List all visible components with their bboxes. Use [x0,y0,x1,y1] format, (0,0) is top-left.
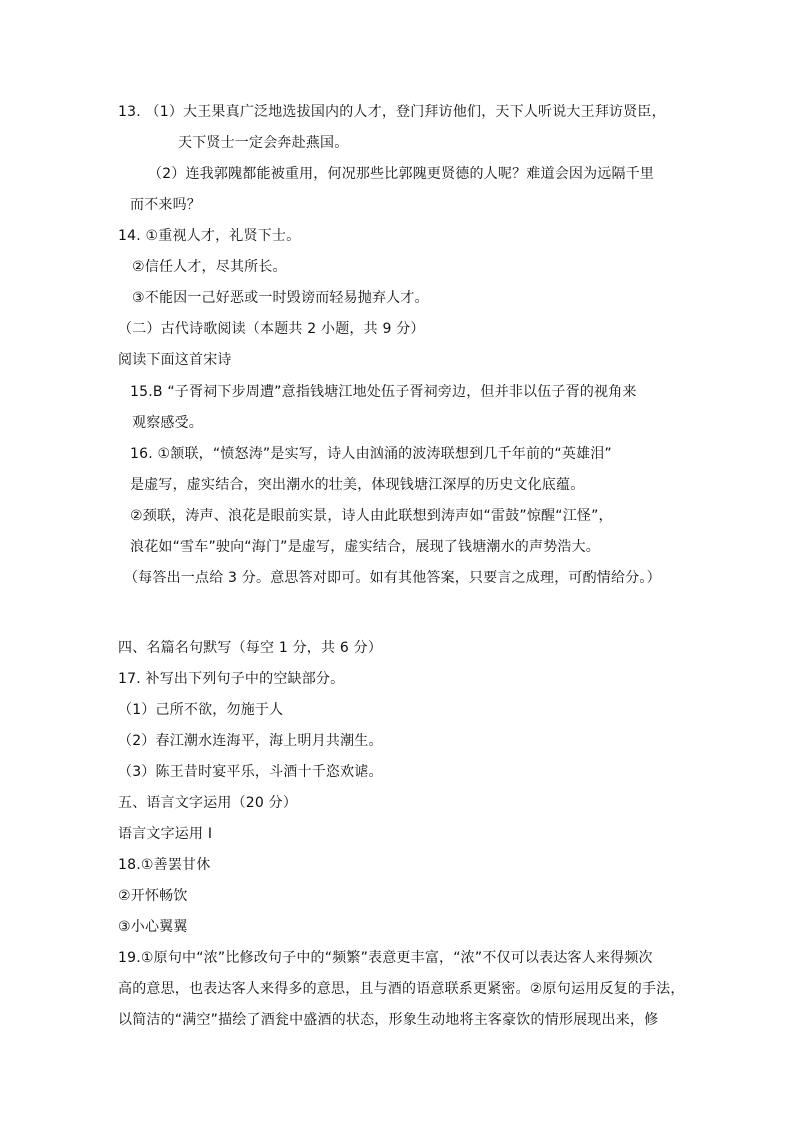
poetry-intro: 阅读下面这首宋诗 [118,352,232,368]
answer-13-1-line1: 13. （1）大王果真广泛地选拔国内的人才，登门拜访他们，天下人听说大王拜访贤臣， [118,104,666,120]
answer-19-line3: 以简洁的“满空”描绘了酒瓮中盛酒的状态，形象生动地将主客豪饮的情形展现出来，修 [118,1012,659,1028]
answer-18-2: ②开怀畅饮 [118,888,188,904]
answer-17-3: （3）陈王昔时宴平乐，斗酒十千恣欢谑。 [118,764,383,780]
section-heading-language: 五、语言文字运用（20 分） [118,795,298,811]
answer-17-2: （2）春江潮水连海平，海上明月共潮生。 [118,733,383,749]
answer-14-item2: ②信任人才，尽其所长。 [132,259,287,275]
answer-15-line1: 15.B “子胥祠下步周遭”意指钱塘江地处伍子胥祠旁边，但并非以伍子胥的视角来 [130,384,637,400]
answer-13-1-line2: 天下贤士一定会奔赴燕国。 [178,135,349,151]
answer-16-line4: 浪花如“雪车”驶向“海门”是虚写，虚实结合，展现了钱塘潮水的声势浩大。 [130,539,601,555]
section-heading-recitation: 四、名篇名句默写（每空 1 分，共 6 分） [118,640,383,656]
answer-16-line2: 是虚写，虚实结合，突出潮水的壮美，体现钱塘江深厚的历史文化底蕴。 [130,477,585,493]
answer-17-prompt: 17. 补写出下列句子中的空缺部分。 [118,671,345,687]
subsection-language-1: 语言文字运用 I [118,826,213,842]
answer-16-line3: ②颈联，涛声、浪花是眼前实景，诗人由此联想到涛声如“雷鼓”惊醒“江怪”， [130,508,613,524]
answer-15-line2: 观察感受。 [132,415,203,431]
answer-13-2-line2: 而不来吗？ [130,197,201,213]
answer-13-2-line1: （2）连我郭隗都能被重用，何况那些比郭隗更贤德的人呢？难道会因为远隔千里 [148,166,655,182]
answer-19-line2: 高的意思，也表达客人来得多的意思，且与酒的语意联系更紧密。②原句运用反复的手法， [118,981,685,997]
answer-16-line1: 16. ①颔联，“愤怒涛”是实写，诗人由汹涌的波涛联想到几千年前的“英雄泪” [130,446,612,462]
answer-14-item1: 14. ①重视人才，礼贤下士。 [118,228,301,244]
section-heading-poetry: （二）古代诗歌阅读（本题共 2 小题，共 9 分） [118,321,425,337]
answer-19-line1: 19.①原句中“浓”比修改句子中的“频繁”表意更丰富，“浓”不仅可以表达客人来得频次 [118,950,653,966]
answer-18-1: 18.①善罢甘休 [118,857,211,873]
scoring-note: （每答出一点给 3 分。意思答对即可。如有其他答案，只要言之成理，可酌情给分。） [124,570,661,586]
answer-18-3: ③小心翼翼 [118,919,188,935]
answer-14-item3: ③不能因一己好恶或一时毁谤而轻易抛弃人才。 [132,290,429,306]
answer-17-1: （1）己所不欲，勿施于人 [118,702,284,718]
